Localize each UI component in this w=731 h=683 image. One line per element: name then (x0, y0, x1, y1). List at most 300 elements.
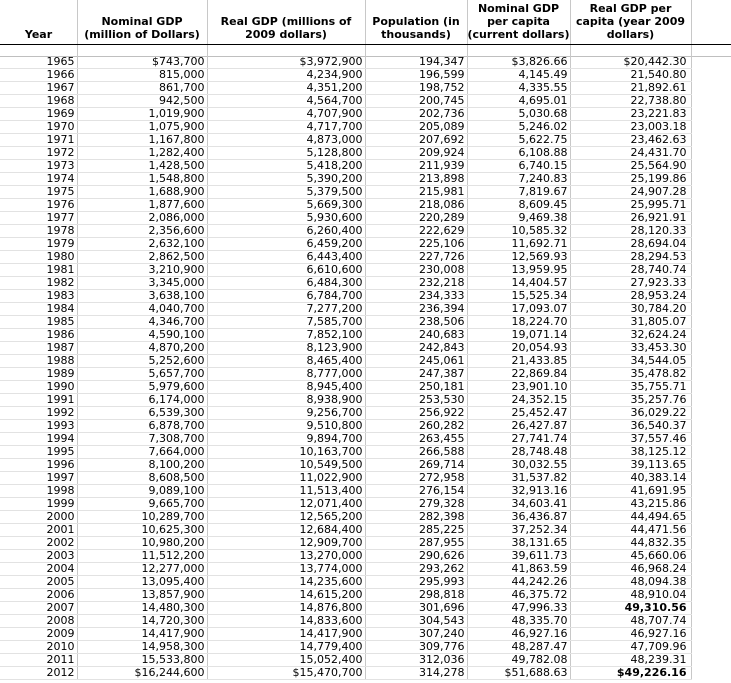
cell-nominal-gdp-per-capita[interactable]: 26,427.87 (467, 420, 570, 433)
header-year[interactable]: Year (24, 28, 53, 41)
cell-real-gdp[interactable]: 13,270,000 (207, 550, 365, 563)
cell-real-gdp[interactable]: 6,443,400 (207, 251, 365, 264)
cell-population[interactable]: 285,225 (365, 524, 467, 537)
cell-population[interactable]: 304,543 (365, 615, 467, 628)
cell-nominal-gdp-per-capita[interactable]: 6,108.88 (467, 147, 570, 160)
cell-nominal-gdp-per-capita[interactable]: 13,959.95 (467, 264, 570, 277)
cell-nominal-gdp-per-capita[interactable]: 48,287.47 (467, 641, 570, 654)
cell-year[interactable]: 2006 (0, 589, 77, 602)
cell-real-gdp-per-capita[interactable]: 21,540.80 (570, 69, 691, 82)
cell-nominal-gdp-per-capita[interactable]: 34,603.41 (467, 498, 570, 511)
cell-real-gdp[interactable]: 11,513,400 (207, 485, 365, 498)
cell-nominal-gdp-per-capita[interactable]: 19,071.14 (467, 329, 570, 342)
cell-year[interactable]: 2011 (0, 654, 77, 667)
cell-nominal-gdp-per-capita[interactable]: 10,585.32 (467, 225, 570, 238)
cell-population[interactable]: 207,692 (365, 134, 467, 147)
cell-nominal-gdp-per-capita[interactable]: 14,404.57 (467, 277, 570, 290)
cell-real-gdp[interactable]: 6,610,600 (207, 264, 365, 277)
cell-nominal-gdp-per-capita[interactable]: 36,436.87 (467, 511, 570, 524)
cell-year[interactable]: 2003 (0, 550, 77, 563)
cell-nominal-gdp-per-capita[interactable]: 46,927.16 (467, 628, 570, 641)
header-nominal-gdp-per-capita[interactable]: Nominal GDP per capita (current dollars) (467, 2, 570, 41)
cell-nominal-gdp[interactable]: 1,282,400 (77, 147, 207, 160)
cell-nominal-gdp-per-capita[interactable]: $3,826.66 (467, 56, 570, 69)
cell-nominal-gdp[interactable]: 5,657,700 (77, 368, 207, 381)
cell-year[interactable]: 1972 (0, 147, 77, 160)
cell-year[interactable]: 1968 (0, 95, 77, 108)
cell-nominal-gdp-per-capita[interactable]: 30,032.55 (467, 459, 570, 472)
cell-real-gdp-per-capita[interactable]: 35,257.76 (570, 394, 691, 407)
cell-real-gdp[interactable]: 13,774,000 (207, 563, 365, 576)
cell-nominal-gdp-per-capita[interactable]: 17,093.07 (467, 303, 570, 316)
cell-real-gdp[interactable]: 14,235,600 (207, 576, 365, 589)
cell-nominal-gdp[interactable]: 12,277,000 (77, 563, 207, 576)
cell-year[interactable]: 2005 (0, 576, 77, 589)
cell-real-gdp[interactable]: 6,459,200 (207, 238, 365, 251)
cell-real-gdp[interactable]: 9,894,700 (207, 433, 365, 446)
cell-year[interactable]: 2012 (0, 667, 77, 680)
cell-nominal-gdp[interactable]: 14,720,300 (77, 615, 207, 628)
cell-nominal-gdp[interactable]: 1,877,600 (77, 199, 207, 212)
cell-nominal-gdp[interactable]: 10,289,700 (77, 511, 207, 524)
cell-population[interactable]: 230,008 (365, 264, 467, 277)
cell-population[interactable]: 260,282 (365, 420, 467, 433)
cell-real-gdp-per-capita[interactable]: 25,199.86 (570, 173, 691, 186)
header-population[interactable]: Population (in thousands) (372, 15, 460, 41)
cell-nominal-gdp[interactable]: 861,700 (77, 82, 207, 95)
cell-nominal-gdp-per-capita[interactable]: 41,863.59 (467, 563, 570, 576)
cell-population[interactable]: 282,398 (365, 511, 467, 524)
cell-nominal-gdp-per-capita[interactable]: 38,131.65 (467, 537, 570, 550)
table-row (0, 576, 691, 589)
cell-year[interactable]: 1971 (0, 134, 77, 147)
cell-nominal-gdp[interactable]: 10,625,300 (77, 524, 207, 537)
cell-nominal-gdp[interactable]: 1,167,800 (77, 134, 207, 147)
cell-real-gdp[interactable]: 7,277,200 (207, 303, 365, 316)
cell-real-gdp-per-capita[interactable]: 31,805.07 (570, 316, 691, 329)
cell-real-gdp[interactable]: 8,938,900 (207, 394, 365, 407)
cell-population[interactable]: 253,530 (365, 394, 467, 407)
cell-nominal-gdp-per-capita[interactable]: 22,869.84 (467, 368, 570, 381)
cell-nominal-gdp-per-capita[interactable]: 32,913.16 (467, 485, 570, 498)
cell-population[interactable]: 312,036 (365, 654, 467, 667)
cell-real-gdp[interactable]: $15,470,700 (207, 667, 365, 680)
cell-population[interactable]: 236,394 (365, 303, 467, 316)
cell-year[interactable]: 1992 (0, 407, 77, 420)
cell-real-gdp[interactable]: 12,071,400 (207, 498, 365, 511)
cell-real-gdp-per-capita[interactable]: 25,995.71 (570, 199, 691, 212)
cell-real-gdp[interactable]: 4,873,000 (207, 134, 365, 147)
cell-population[interactable]: 209,924 (365, 147, 467, 160)
cell-year[interactable]: 2002 (0, 537, 77, 550)
cell-real-gdp[interactable]: 8,777,000 (207, 368, 365, 381)
cell-nominal-gdp-per-capita[interactable]: 49,782.08 (467, 654, 570, 667)
cell-nominal-gdp[interactable]: 2,632,100 (77, 238, 207, 251)
cell-real-gdp-per-capita[interactable]: 24,431.70 (570, 147, 691, 160)
cell-year[interactable]: 1990 (0, 381, 77, 394)
cell-population[interactable]: 240,683 (365, 329, 467, 342)
cell-nominal-gdp-per-capita[interactable]: 47,996.33 (467, 602, 570, 615)
cell-population[interactable]: 247,387 (365, 368, 467, 381)
cell-real-gdp-per-capita[interactable]: 26,921.91 (570, 212, 691, 225)
cell-real-gdp-per-capita[interactable]: 28,953.24 (570, 290, 691, 303)
cell-nominal-gdp[interactable]: 14,417,900 (77, 628, 207, 641)
cell-nominal-gdp[interactable]: 10,980,200 (77, 537, 207, 550)
cell-real-gdp-per-capita[interactable]: 46,927.16 (570, 628, 691, 641)
cell-real-gdp[interactable]: 9,256,700 (207, 407, 365, 420)
cell-population[interactable]: 269,714 (365, 459, 467, 472)
cell-real-gdp-per-capita[interactable]: 35,478.82 (570, 368, 691, 381)
cell-real-gdp[interactable]: 6,260,400 (207, 225, 365, 238)
cell-nominal-gdp[interactable]: 14,480,300 (77, 602, 207, 615)
cell-real-gdp[interactable]: 8,945,400 (207, 381, 365, 394)
cell-year[interactable]: 1989 (0, 368, 77, 381)
cell-nominal-gdp[interactable]: $743,700 (77, 56, 207, 69)
cell-nominal-gdp[interactable]: 815,000 (77, 69, 207, 82)
cell-population[interactable]: 238,506 (365, 316, 467, 329)
cell-year[interactable]: 1978 (0, 225, 77, 238)
cell-real-gdp[interactable]: 14,417,900 (207, 628, 365, 641)
cell-nominal-gdp-per-capita[interactable]: 27,741.74 (467, 433, 570, 446)
cell-population[interactable]: 205,089 (365, 121, 467, 134)
cell-real-gdp-per-capita[interactable]: 28,740.74 (570, 264, 691, 277)
cell-population[interactable]: 263,455 (365, 433, 467, 446)
cell-real-gdp[interactable]: 8,123,900 (207, 342, 365, 355)
cell-year[interactable]: 1965 (0, 56, 77, 69)
cell-year[interactable]: 1979 (0, 238, 77, 251)
cell-population[interactable]: 298,818 (365, 589, 467, 602)
table-row (0, 277, 691, 290)
cell-nominal-gdp-per-capita[interactable]: 8,609.45 (467, 199, 570, 212)
cell-population[interactable]: 220,289 (365, 212, 467, 225)
cell-real-gdp-per-capita[interactable]: 43,215.86 (570, 498, 691, 511)
table-row (0, 550, 691, 563)
cell-population[interactable]: 202,736 (365, 108, 467, 121)
cell-nominal-gdp-per-capita[interactable]: 18,224.70 (467, 316, 570, 329)
cell-real-gdp[interactable]: 5,379,500 (207, 186, 365, 199)
cell-nominal-gdp[interactable]: 13,857,900 (77, 589, 207, 602)
cell-real-gdp[interactable]: 5,418,200 (207, 160, 365, 173)
table-row (0, 407, 691, 420)
cell-year[interactable]: 1970 (0, 121, 77, 134)
cell-year[interactable]: 1985 (0, 316, 77, 329)
cell-real-gdp-per-capita[interactable]: 40,383.14 (570, 472, 691, 485)
cell-nominal-gdp[interactable]: 6,539,300 (77, 407, 207, 420)
cell-year[interactable]: 1986 (0, 329, 77, 342)
cell-year[interactable]: 1999 (0, 498, 77, 511)
cell-nominal-gdp-per-capita[interactable]: 44,242.26 (467, 576, 570, 589)
cell-population[interactable]: 279,328 (365, 498, 467, 511)
cell-year[interactable]: 2004 (0, 563, 77, 576)
cell-nominal-gdp-per-capita[interactable]: $51,688.63 (467, 667, 570, 680)
cell-nominal-gdp[interactable]: 9,089,100 (77, 485, 207, 498)
cell-nominal-gdp[interactable]: 7,308,700 (77, 433, 207, 446)
cell-population[interactable]: 256,922 (365, 407, 467, 420)
cell-nominal-gdp-per-capita[interactable]: 20,054.93 (467, 342, 570, 355)
table-row (0, 446, 691, 459)
cell-real-gdp-per-capita[interactable]: 30,784.20 (570, 303, 691, 316)
cell-population[interactable]: 293,262 (365, 563, 467, 576)
header-nominal-gdp[interactable]: Nominal GDP (million of Dollars) (84, 15, 200, 41)
cell-real-gdp[interactable]: 12,909,700 (207, 537, 365, 550)
cell-population[interactable]: 242,843 (365, 342, 467, 355)
cell-nominal-gdp-per-capita[interactable]: 4,335.55 (467, 82, 570, 95)
cell-real-gdp-per-capita[interactable]: 27,923.33 (570, 277, 691, 290)
cell-real-gdp[interactable]: 15,052,400 (207, 654, 365, 667)
cell-population[interactable]: 250,181 (365, 381, 467, 394)
cell-real-gdp-per-capita[interactable]: 21,892.61 (570, 82, 691, 95)
cell-year[interactable]: 1998 (0, 485, 77, 498)
cell-real-gdp-per-capita[interactable]: 44,494.65 (570, 511, 691, 524)
cell-real-gdp[interactable]: 4,234,900 (207, 69, 365, 82)
cell-population[interactable]: 307,240 (365, 628, 467, 641)
cell-nominal-gdp-per-capita[interactable]: 9,469.38 (467, 212, 570, 225)
cell-nominal-gdp-per-capita[interactable]: 25,452.47 (467, 407, 570, 420)
cell-population[interactable]: 198,752 (365, 82, 467, 95)
cell-real-gdp[interactable]: 11,022,900 (207, 472, 365, 485)
cell-year[interactable]: 1984 (0, 303, 77, 316)
cell-real-gdp-per-capita[interactable]: 23,221.83 (570, 108, 691, 121)
cell-real-gdp[interactable]: 14,876,800 (207, 602, 365, 615)
cell-nominal-gdp[interactable]: 2,086,000 (77, 212, 207, 225)
cell-real-gdp[interactable]: 14,779,400 (207, 641, 365, 654)
cell-real-gdp-per-capita[interactable]: 24,907.28 (570, 186, 691, 199)
cell-nominal-gdp-per-capita[interactable]: 7,819.67 (467, 186, 570, 199)
cell-population[interactable]: 211,939 (365, 160, 467, 173)
cell-real-gdp-per-capita[interactable]: 28,694.04 (570, 238, 691, 251)
cell-real-gdp[interactable]: 14,615,200 (207, 589, 365, 602)
cell-population[interactable]: 295,993 (365, 576, 467, 589)
cell-year[interactable]: 1983 (0, 290, 77, 303)
cell-year[interactable]: 1975 (0, 186, 77, 199)
cell-real-gdp[interactable]: 8,465,400 (207, 355, 365, 368)
cell-real-gdp-per-capita[interactable]: 25,564.90 (570, 160, 691, 173)
cell-population[interactable]: 276,154 (365, 485, 467, 498)
cell-real-gdp-per-capita[interactable]: 48,239.31 (570, 654, 691, 667)
cell-year[interactable]: 1967 (0, 82, 77, 95)
cell-real-gdp[interactable]: 12,565,200 (207, 511, 365, 524)
cell-nominal-gdp[interactable]: 6,878,700 (77, 420, 207, 433)
cell-real-gdp-per-capita[interactable]: 36,029.22 (570, 407, 691, 420)
cell-nominal-gdp-per-capita[interactable]: 5,622.75 (467, 134, 570, 147)
cell-year[interactable]: 1973 (0, 160, 77, 173)
cell-year[interactable]: 2001 (0, 524, 77, 537)
cell-nominal-gdp[interactable]: 8,100,200 (77, 459, 207, 472)
cell-year[interactable]: 1966 (0, 69, 77, 82)
cell-nominal-gdp-per-capita[interactable]: 21,433.85 (467, 355, 570, 368)
cell-nominal-gdp-per-capita[interactable]: 39,611.73 (467, 550, 570, 563)
cell-real-gdp[interactable]: 14,833,600 (207, 615, 365, 628)
cell-real-gdp[interactable]: 9,510,800 (207, 420, 365, 433)
cell-population[interactable]: 272,958 (365, 472, 467, 485)
cell-population[interactable]: 234,333 (365, 290, 467, 303)
cell-real-gdp[interactable]: 5,390,200 (207, 173, 365, 186)
cell-real-gdp-per-capita[interactable]: 28,120.33 (570, 225, 691, 238)
cell-year[interactable]: 1977 (0, 212, 77, 225)
cell-real-gdp-per-capita[interactable]: 28,294.53 (570, 251, 691, 264)
cell-real-gdp-per-capita[interactable]: 44,471.56 (570, 524, 691, 537)
cell-real-gdp[interactable]: 5,128,800 (207, 147, 365, 160)
cell-nominal-gdp-per-capita[interactable]: 46,375.72 (467, 589, 570, 602)
cell-real-gdp-per-capita[interactable]: 34,544.05 (570, 355, 691, 368)
cell-year[interactable]: 1974 (0, 173, 77, 186)
cell-nominal-gdp-per-capita[interactable]: 12,569.93 (467, 251, 570, 264)
cell-nominal-gdp[interactable]: 1,428,500 (77, 160, 207, 173)
cell-real-gdp[interactable]: 6,784,700 (207, 290, 365, 303)
cell-year[interactable]: 1995 (0, 446, 77, 459)
cell-real-gdp[interactable]: 12,684,400 (207, 524, 365, 537)
cell-nominal-gdp[interactable]: 1,688,900 (77, 186, 207, 199)
cell-real-gdp[interactable]: 5,930,600 (207, 212, 365, 225)
cell-year[interactable]: 2000 (0, 511, 77, 524)
cell-population[interactable]: 290,626 (365, 550, 467, 563)
cell-nominal-gdp[interactable]: 4,346,700 (77, 316, 207, 329)
cell-nominal-gdp[interactable]: 4,870,200 (77, 342, 207, 355)
cell-year[interactable]: 1969 (0, 108, 77, 121)
table-row (0, 628, 691, 641)
cell-population[interactable]: 194,347 (365, 56, 467, 69)
cell-nominal-gdp-per-capita[interactable]: 15,525.34 (467, 290, 570, 303)
cell-population[interactable]: 232,218 (365, 277, 467, 290)
cell-real-gdp[interactable]: 10,163,700 (207, 446, 365, 459)
cell-year[interactable]: 2010 (0, 641, 77, 654)
cell-real-gdp[interactable]: 7,852,100 (207, 329, 365, 342)
cell-real-gdp-per-capita[interactable]: 35,755.71 (570, 381, 691, 394)
cell-nominal-gdp[interactable]: 1,548,800 (77, 173, 207, 186)
cell-year[interactable]: 1988 (0, 355, 77, 368)
cell-nominal-gdp[interactable]: 3,210,900 (77, 264, 207, 277)
cell-population[interactable]: 227,726 (365, 251, 467, 264)
cell-real-gdp-per-capita[interactable]: 33,453.30 (570, 342, 691, 355)
cell-nominal-gdp-per-capita[interactable]: 4,695.01 (467, 95, 570, 108)
cell-nominal-gdp[interactable]: 4,040,700 (77, 303, 207, 316)
cell-nominal-gdp-per-capita[interactable]: 7,240.83 (467, 173, 570, 186)
cell-population[interactable]: 301,696 (365, 602, 467, 615)
cell-nominal-gdp[interactable]: 942,500 (77, 95, 207, 108)
cell-year[interactable]: 1981 (0, 264, 77, 277)
cell-nominal-gdp-per-capita[interactable]: 5,030.68 (467, 108, 570, 121)
cell-nominal-gdp-per-capita[interactable]: 48,335.70 (467, 615, 570, 628)
cell-nominal-gdp[interactable]: 15,533,800 (77, 654, 207, 667)
cell-real-gdp-per-capita[interactable]: 22,738.80 (570, 95, 691, 108)
cell-nominal-gdp-per-capita[interactable]: 6,740.15 (467, 160, 570, 173)
cell-real-gdp[interactable]: 4,351,200 (207, 82, 365, 95)
cell-population[interactable]: 314,278 (365, 667, 467, 680)
cell-nominal-gdp-per-capita[interactable]: 37,252.34 (467, 524, 570, 537)
cell-nominal-gdp[interactable]: 1,075,900 (77, 121, 207, 134)
cell-real-gdp[interactable]: 5,669,300 (207, 199, 365, 212)
cell-nominal-gdp[interactable]: 7,664,000 (77, 446, 207, 459)
cell-nominal-gdp[interactable]: 11,512,200 (77, 550, 207, 563)
cell-population[interactable]: 266,588 (365, 446, 467, 459)
cell-real-gdp-per-capita[interactable]: 37,557.46 (570, 433, 691, 446)
cell-real-gdp-per-capita[interactable]: 48,910.04 (570, 589, 691, 602)
cell-nominal-gdp-per-capita[interactable]: 11,692.71 (467, 238, 570, 251)
cell-real-gdp-per-capita[interactable]: 39,113.65 (570, 459, 691, 472)
cell-year[interactable]: 2009 (0, 628, 77, 641)
cell-real-gdp[interactable]: 4,707,900 (207, 108, 365, 121)
cell-nominal-gdp-per-capita[interactable]: 28,748.48 (467, 446, 570, 459)
cell-nominal-gdp-per-capita[interactable]: 23,901.10 (467, 381, 570, 394)
cell-real-gdp-per-capita[interactable]: 23,003.18 (570, 121, 691, 134)
cell-nominal-gdp-per-capita[interactable]: 24,352.15 (467, 394, 570, 407)
cell-population[interactable]: 215,981 (365, 186, 467, 199)
cell-real-gdp-per-capita[interactable]: 48,094.38 (570, 576, 691, 589)
cell-real-gdp-per-capita[interactable]: 41,691.95 (570, 485, 691, 498)
cell-nominal-gdp-per-capita[interactable]: 5,246.02 (467, 121, 570, 134)
cell-nominal-gdp[interactable]: 3,638,100 (77, 290, 207, 303)
cell-nominal-gdp-per-capita[interactable]: 31,537.82 (467, 472, 570, 485)
cell-year[interactable]: 1980 (0, 251, 77, 264)
cell-year[interactable]: 1993 (0, 420, 77, 433)
cell-year[interactable]: 1994 (0, 433, 77, 446)
cell-nominal-gdp[interactable]: 13,095,400 (77, 576, 207, 589)
cell-real-gdp[interactable]: 4,717,700 (207, 121, 365, 134)
cell-population[interactable]: 213,898 (365, 173, 467, 186)
cell-population[interactable]: 222,629 (365, 225, 467, 238)
cell-year[interactable]: 2008 (0, 615, 77, 628)
cell-real-gdp-per-capita[interactable]: 49,310.56 (570, 602, 691, 615)
cell-year[interactable]: 1997 (0, 472, 77, 485)
cell-real-gdp[interactable]: 7,585,700 (207, 316, 365, 329)
cell-year[interactable]: 2007 (0, 602, 77, 615)
cell-real-gdp-per-capita[interactable]: $49,226.16 (570, 667, 691, 680)
cell-real-gdp[interactable]: 6,484,300 (207, 277, 365, 290)
cell-year[interactable]: 1987 (0, 342, 77, 355)
cell-nominal-gdp[interactable]: 2,356,600 (77, 225, 207, 238)
cell-nominal-gdp[interactable]: 8,608,500 (77, 472, 207, 485)
cell-nominal-gdp[interactable]: 4,590,100 (77, 329, 207, 342)
cell-real-gdp-per-capita[interactable]: 46,968.24 (570, 563, 691, 576)
cell-nominal-gdp[interactable]: 3,345,000 (77, 277, 207, 290)
cell-real-gdp-per-capita[interactable]: 48,707.74 (570, 615, 691, 628)
cell-population[interactable]: 218,086 (365, 199, 467, 212)
cell-population[interactable]: 245,061 (365, 355, 467, 368)
cell-year[interactable]: 1976 (0, 199, 77, 212)
cell-nominal-gdp[interactable]: 5,252,600 (77, 355, 207, 368)
cell-real-gdp[interactable]: $3,972,900 (207, 56, 365, 69)
cell-nominal-gdp[interactable]: 14,958,300 (77, 641, 207, 654)
cell-year[interactable]: 1996 (0, 459, 77, 472)
cell-nominal-gdp[interactable]: $16,244,600 (77, 667, 207, 680)
cell-year[interactable]: 1991 (0, 394, 77, 407)
cell-real-gdp-per-capita[interactable]: 38,125.12 (570, 446, 691, 459)
cell-population[interactable]: 196,599 (365, 69, 467, 82)
cell-population[interactable]: 309,776 (365, 641, 467, 654)
cell-nominal-gdp[interactable]: 1,019,900 (77, 108, 207, 121)
cell-real-gdp-per-capita[interactable]: 32,624.24 (570, 329, 691, 342)
cell-population[interactable]: 225,106 (365, 238, 467, 251)
cell-population[interactable]: 287,955 (365, 537, 467, 550)
cell-nominal-gdp[interactable]: 2,862,500 (77, 251, 207, 264)
header-real-gdp[interactable]: Real GDP (millions of 2009 dollars) (220, 15, 352, 41)
cell-nominal-gdp[interactable]: 6,174,000 (77, 394, 207, 407)
header-real-gdp-per-capita[interactable]: Real GDP per capita (year 2009 dollars) (575, 2, 686, 41)
cell-nominal-gdp[interactable]: 9,665,700 (77, 498, 207, 511)
cell-nominal-gdp[interactable]: 5,979,600 (77, 381, 207, 394)
cell-real-gdp-per-capita[interactable]: 44,832.35 (570, 537, 691, 550)
cell-real-gdp-per-capita[interactable]: 36,540.37 (570, 420, 691, 433)
cell-real-gdp[interactable]: 4,564,700 (207, 95, 365, 108)
cell-real-gdp-per-capita[interactable]: $20,442.30 (570, 56, 691, 69)
cell-real-gdp-per-capita[interactable]: 45,660.06 (570, 550, 691, 563)
cell-nominal-gdp-per-capita[interactable]: 4,145.49 (467, 69, 570, 82)
cell-real-gdp-per-capita[interactable]: 47,709.96 (570, 641, 691, 654)
cell-real-gdp-per-capita[interactable]: 23,462.63 (570, 134, 691, 147)
cell-year[interactable]: 1982 (0, 277, 77, 290)
cell-population[interactable]: 200,745 (365, 95, 467, 108)
cell-real-gdp[interactable]: 10,549,500 (207, 459, 365, 472)
